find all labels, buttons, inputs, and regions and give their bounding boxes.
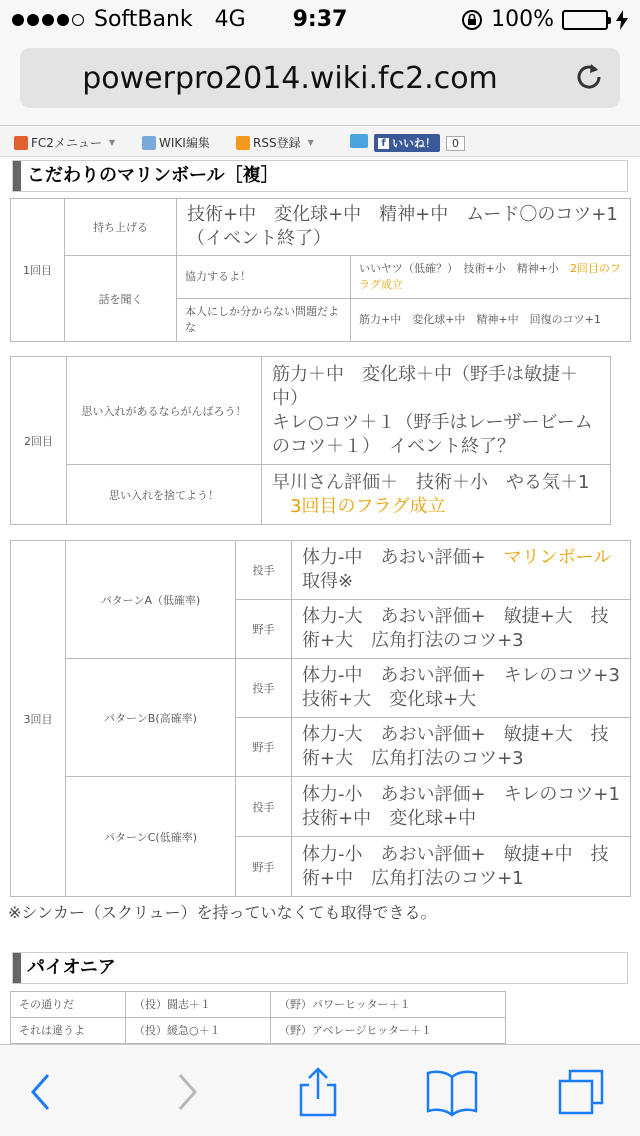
twitter-button[interactable]: [350, 134, 368, 148]
result-text: 体力-中 あおい評価+: [302, 547, 504, 568]
network-type: 4G: [214, 7, 246, 32]
back-button[interactable]: [18, 1067, 68, 1117]
result-cell: 体力-小 あおい評価+ キレのコツ+1 技術+中 変化球+中: [292, 777, 631, 837]
battery-icon: [562, 10, 608, 30]
position-label: 投手: [236, 541, 292, 600]
footnote: ※シンカー（スクリュー）を持っていなくても取得できる。: [8, 903, 437, 922]
position-label: 野手: [236, 718, 292, 777]
wiki-edit-button[interactable]: [142, 134, 210, 151]
pioneer-table: [10, 991, 506, 1044]
fc2-toolbar: [0, 127, 640, 157]
fc2-menu-label: FC2メニュー: [31, 136, 102, 150]
result-cell: [262, 465, 611, 525]
item-link: マリンボール: [503, 547, 612, 568]
status-bar: [0, 0, 640, 40]
fc2-menu-button[interactable]: [14, 134, 115, 151]
result-cell: [351, 256, 631, 299]
table-cell: それは違うよ: [11, 1018, 126, 1044]
event-table-round-2: [10, 356, 611, 525]
sub-choice-cell: 協力するよ！: [177, 256, 351, 299]
url-text[interactable]: powerpro2014.wiki.fc2.com: [82, 61, 498, 96]
rotation-lock-icon: [461, 9, 483, 31]
browser-address-area: [0, 40, 640, 126]
result-text: 早川さん評価＋ 技術＋小 やる気＋1: [272, 471, 590, 493]
bookmarks-button[interactable]: [425, 1067, 479, 1117]
result-cell: 技術+中 変化球+中 精神+中 ムード〇のコツ+1（イベント終了）: [177, 199, 631, 256]
section-heading: パイオニア: [12, 952, 628, 984]
pattern-label: パターンC(低確率): [66, 777, 236, 897]
result-text: 取得※: [302, 571, 354, 592]
pattern-label: パターンA（低確率): [66, 541, 236, 659]
choice-label: 思い入れがあるならがんばろう！: [67, 357, 262, 465]
rss-label: RSS登録: [253, 136, 301, 150]
home-icon: [14, 136, 28, 150]
event-table-round-1: [10, 198, 631, 342]
choice-label: 話を聞く: [65, 256, 177, 342]
position-label: 野手: [236, 837, 292, 897]
result-text: 筋力＋中 変化球＋中（野手は敏捷＋中）: [272, 363, 578, 409]
chevron-down-icon: ▼: [307, 138, 314, 147]
edit-icon: [142, 136, 156, 150]
wiki-edit-label: WIKI編集: [159, 136, 210, 150]
tabs-button[interactable]: [556, 1067, 606, 1117]
position-label: 投手: [236, 659, 292, 718]
pattern-label: パターンB(高確率): [66, 659, 236, 777]
browser-toolbar: [0, 1044, 640, 1136]
round-label: 2回目: [11, 357, 67, 525]
result-cell: 体力-小 あおい評価+ 敏捷+中 技術+中 広角打法のコツ+1: [292, 837, 631, 897]
flag-text: 3回目のフラグ成立: [290, 495, 446, 517]
choice-label: 持ち上げる: [65, 199, 177, 256]
table-cell: （野）パワーヒッター＋１: [271, 992, 506, 1018]
like-label: いいね！: [392, 137, 436, 150]
result-cell: 体力-中 あおい評価+ キレのコツ+3 技術+大 変化球+大: [292, 659, 631, 718]
facebook-icon: f: [378, 138, 389, 149]
round-label: 3回目: [11, 541, 66, 897]
choice-label: 思い入れを捨てよう！: [67, 465, 262, 525]
charging-bolt-icon: [616, 10, 628, 30]
result-cell: 筋力+中 変化球+中 精神+中 回復のコツ+1: [351, 299, 631, 342]
chevron-down-icon: ▼: [108, 138, 116, 147]
section-heading: こだわりのマリンボール［複］: [12, 160, 628, 192]
table-cell: （投）闘志＋１: [126, 992, 271, 1018]
result-cell: [262, 357, 611, 465]
reload-icon[interactable]: [572, 60, 606, 94]
share-button[interactable]: [293, 1067, 343, 1117]
forward-button[interactable]: [160, 1067, 210, 1117]
table-cell: （投）緩急○＋１: [126, 1018, 271, 1044]
position-label: 投手: [236, 777, 292, 837]
address-bar[interactable]: [20, 48, 620, 108]
result-cell: 体力-大 あおい評価+ 敏捷+大 技術+大 広角打法のコツ+3: [292, 600, 631, 659]
event-table-round-3: [10, 540, 638, 897]
table-cell: その通りだ: [11, 992, 126, 1018]
table-cell: （野）アベレージヒッター＋１: [271, 1018, 506, 1044]
like-count: 0: [446, 136, 465, 151]
clock: 9:37: [292, 7, 348, 32]
flag-text: 2回目のフラグ成立: [359, 262, 621, 291]
twitter-icon: [350, 134, 368, 148]
position-label: 野手: [236, 600, 292, 659]
page-content: [0, 158, 640, 1044]
result-text: いいヤツ（低確？） 技術+小 精神+小: [359, 262, 559, 275]
round-label: 1回目: [11, 199, 65, 342]
result-cell: [292, 541, 631, 600]
result-cell: 体力-大 あおい評価+ 敏捷+大 技術+大 広角打法のコツ+3: [292, 718, 631, 777]
sub-choice-cell: 本人にしか分からない問題だよな: [177, 299, 351, 342]
facebook-like-button[interactable]: [374, 134, 465, 152]
rss-icon: [236, 136, 250, 150]
battery-percent: 100%: [491, 7, 554, 32]
rss-button[interactable]: [236, 134, 314, 151]
carrier-name: SoftBank: [94, 7, 193, 32]
result-text: キレ○コツ＋１（野手はレーザービームのコツ＋１） イベント終了？: [272, 411, 593, 457]
